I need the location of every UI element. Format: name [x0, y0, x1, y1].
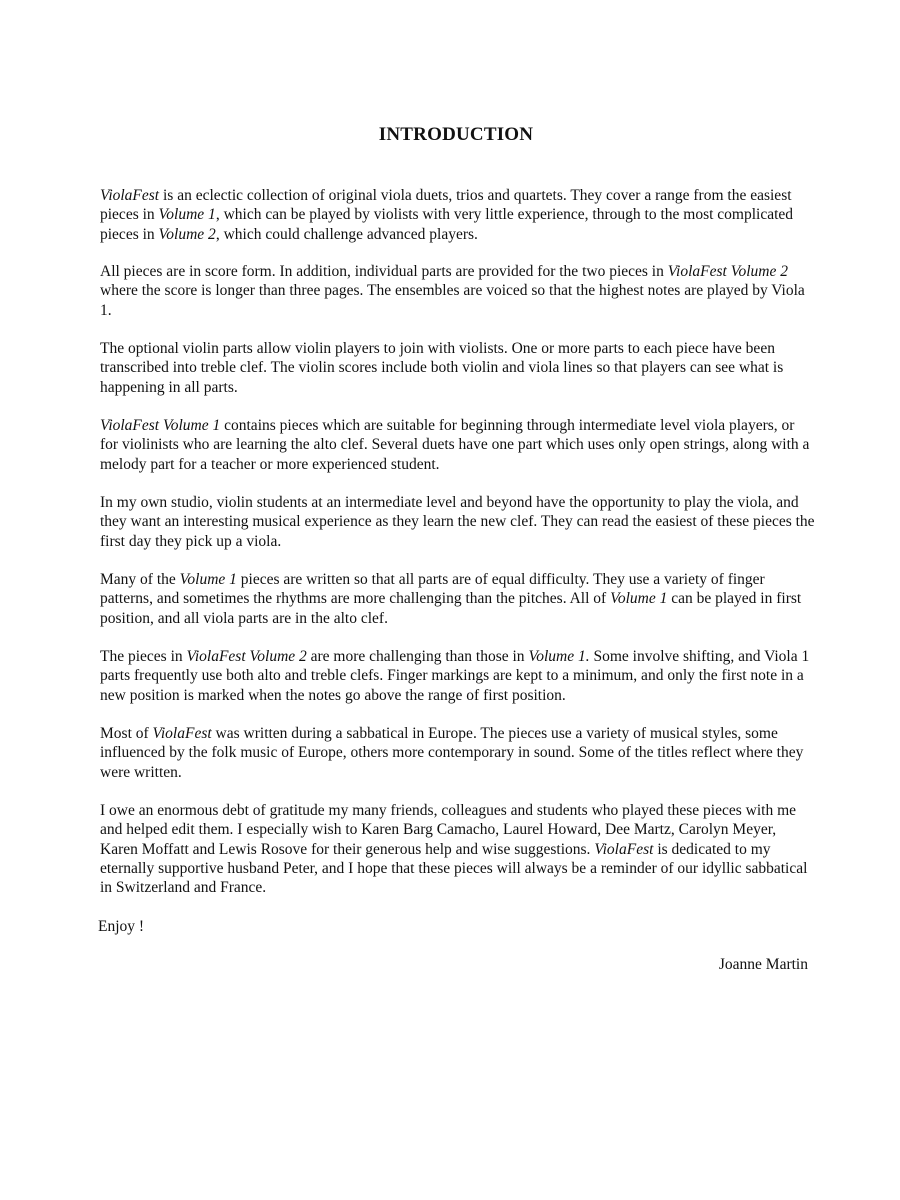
- paragraph-1: [100, 186, 815, 244]
- paragraph-text-segment: Volume 1: [179, 571, 237, 588]
- paragraph-text-segment: is an eclectic collection of original viola duets, trios and quartets. They cover a range from the easiest pieces in: [100, 187, 792, 224]
- paragraph-text-segment: ViolaFest Volume 1: [100, 417, 221, 434]
- paragraph-text-segment: I owe an enormous debt of gratitude my many friends, colleagues and students who played these pieces with me and helped edit them. I especially wish to Karen Barg Camacho, Laurel Howard, Dee Martz, Carolyn Meyer, Karen Moffatt and Lewis Rosove for their generous help and wise suggestions.: [100, 802, 797, 858]
- paragraph-text-segment: ViolaFest: [594, 840, 654, 858]
- author-signature: Joanne Martin: [718, 956, 808, 973]
- paragraph-text-segment: Most of: [100, 725, 153, 742]
- paragraph-2: [100, 262, 815, 320]
- paragraph-text-segment: Volume 1: [158, 206, 216, 224]
- closing-line: Enjoy !: [98, 918, 145, 935]
- paragraph-text-segment: Some involve shifting, and Viola 1 parts frequently use both alto and treble clefs. Finger markings are kept to a minimum, and only the first note in a new position is marked when the notes go above the range of first position.: [100, 648, 810, 704]
- paragraph-6: [100, 570, 815, 628]
- paragraph-text-segment: Volume 2: [158, 225, 216, 243]
- paragraph-5: [100, 493, 815, 551]
- paragraph-text-segment: can be played in first position, and all viola parts are in the alto clef.: [100, 590, 802, 627]
- paragraph-3: [100, 339, 815, 397]
- page-title: INTRODUCTION: [378, 124, 534, 145]
- paragraph-4: [100, 416, 815, 474]
- paragraph-text-segment: In my own studio, violin students at an intermediate level and beyond have the opportunity to play the viola, and they want an interesting musical experience as they learn the new clef. They can read the easiest of these pieces the first day they pick up a viola.: [100, 494, 815, 550]
- paragraph-8: [100, 724, 815, 782]
- paragraph-text-segment: ViolaFest: [152, 725, 212, 742]
- paragraph-text-segment: ViolaFest Volume 2: [667, 263, 788, 280]
- paragraph-text-segment: was written during a sabbatical in Europe. The pieces use a variety of musical styles, some influenced by the folk music of Europe, others more contemporary in sound. Some of the titles reflect where they were written.: [100, 725, 804, 781]
- paragraph-text-segment: Many of the: [100, 571, 180, 588]
- paragraph-text-segment: All pieces are in score form. In addition, individual parts are provided for the two pieces in: [100, 263, 668, 280]
- paragraph-text-segment: ViolaFest: [100, 187, 160, 204]
- paragraph-text-segment: pieces are written so that all parts are of equal difficulty. They use a variety of finger patterns, and sometimes the rhythms are more challenging than the pitches. All of: [100, 571, 765, 608]
- paragraph-text-segment: ViolaFest Volume 2: [186, 648, 307, 665]
- paragraph-7: [100, 647, 815, 705]
- paragraph-text-segment: contains pieces which are suitable for beginning through intermediate level viola players, or for violinists who are learning the alto clef. Several duets have one part which uses only open strings, along with a melody part for a teacher or more experienced student.: [100, 417, 810, 473]
- paragraph-text-segment: , which can be played by violists with very little experience, through to the most complicated pieces in: [100, 206, 794, 243]
- paragraph-text-segment: , which could challenge advanced players.: [215, 225, 478, 243]
- paragraph-text-segment: The optional violin parts allow violin players to join with violists. One or more parts to each piece have been transcribed into treble clef. The violin scores include both violin and viola lines so that players can see what is happening in all parts.: [100, 340, 784, 396]
- paragraph-text-segment: where the score is longer than three pages. The ensembles are voiced so that the highest notes are played by Viola 1.: [100, 282, 805, 319]
- paragraph-text-segment: Volume 1.: [528, 648, 590, 665]
- paragraph-text-segment: Volume 1: [610, 590, 668, 608]
- paragraph-9: [100, 801, 815, 897]
- paragraph-text-segment: The pieces in: [100, 648, 187, 665]
- paragraph-text-segment: is dedicated to my eternally supportive husband Peter, and I hope that these pieces will always be a reminder of our idyllic sabbatical in Switzerland and France.: [100, 840, 808, 897]
- paragraph-text-segment: are more challenging than those in: [306, 648, 529, 665]
